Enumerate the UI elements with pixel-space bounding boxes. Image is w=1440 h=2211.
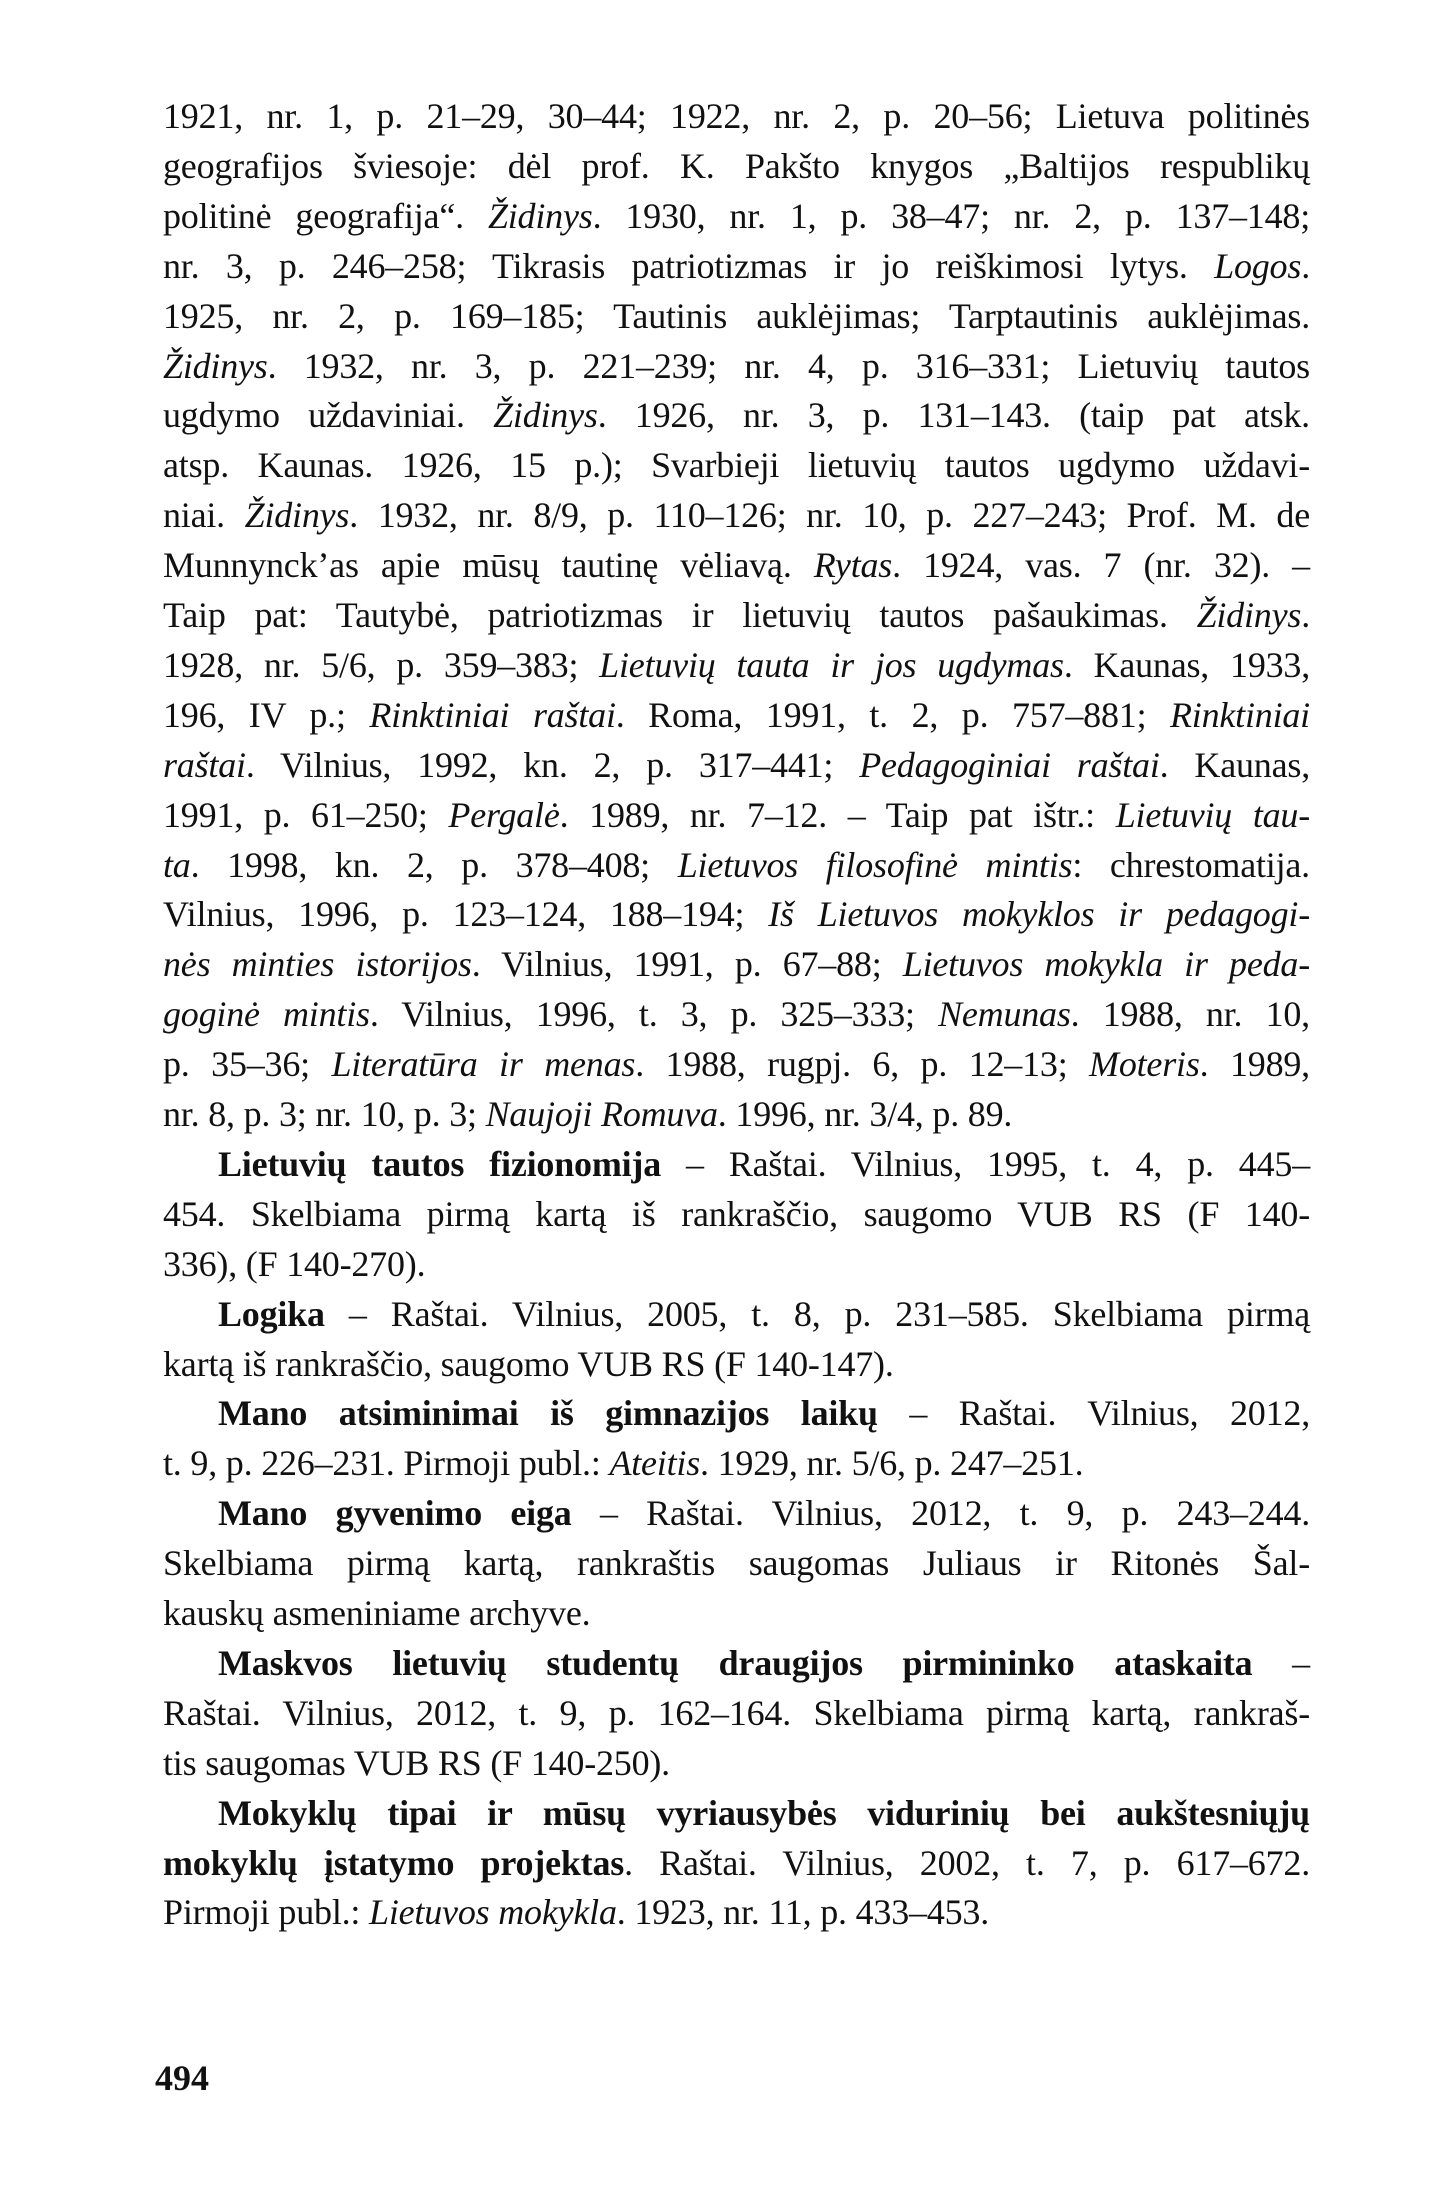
text-segment: Skelbiama pirmą kartą, rankraštis saugomas Juliaus ir Ritonės Šal- — [163, 1543, 1310, 1584]
publication-title: Židinys — [244, 495, 350, 536]
text-segment: 336), (F 140-270). — [163, 1243, 426, 1284]
text-segment: ugdymo uždaviniai. — [163, 395, 494, 436]
text-segment: – — [1252, 1642, 1310, 1683]
text-segment: politinė geografija“. — [163, 195, 488, 236]
entry-title: Mano gyvenimo eiga — [218, 1493, 572, 1534]
text-segment: 1991, p. 61–250; — [163, 794, 449, 835]
publication-title: Lietuvių tauta ir jos ugdymas — [599, 644, 1064, 685]
text-segment: 196, IV p.; — [163, 694, 370, 735]
text-line — [163, 390, 1310, 440]
text-line — [163, 341, 1310, 391]
publication-title: Pergalė — [448, 794, 560, 835]
text-line — [163, 590, 1310, 640]
text-line — [163, 291, 1310, 341]
text-segment: – Raštai. Vilnius, 2005, t. 8, p. 231–585. Skelbiama pirmą — [324, 1293, 1310, 1334]
text-segment: . 1926, nr. 3, p. 131–143. (taip pat atsk. — [597, 395, 1310, 436]
text-line — [163, 540, 1310, 590]
text-line — [163, 1838, 1310, 1888]
text-segment: : chrestomatija. — [1072, 844, 1310, 885]
text-line — [163, 790, 1310, 840]
publication-title: Ateitis — [609, 1443, 701, 1484]
text-line — [163, 939, 1310, 989]
text-segment: . Raštai. Vilnius, 2002, t. 7, p. 617–672. — [624, 1842, 1310, 1883]
text-line — [163, 1588, 1310, 1638]
publication-title: Rinktiniai — [1170, 694, 1310, 735]
text-line — [163, 91, 1310, 141]
text-segment: – Raštai. Vilnius, 2012, — [877, 1393, 1311, 1434]
publication-title: Lietuvos filosofinė mintis — [677, 844, 1073, 885]
text-segment: Munnynck’as apie mūsų tautinę vėliavą. — [163, 545, 814, 586]
text-segment: – Raštai. Vilnius, 1995, t. 4, p. 445– — [661, 1143, 1311, 1184]
text-segment: 1921, nr. 1, p. 21–29, 30–44; 1922, nr. 2, p. 20–56; Lietuva politinės — [163, 96, 1310, 136]
publication-title: nės minties istorijos — [163, 944, 472, 985]
text-segment: . — [1301, 595, 1310, 635]
entry-first-line — [163, 1139, 1310, 1189]
text-line — [163, 989, 1310, 1039]
text-line — [163, 490, 1310, 540]
entry-first-line — [163, 1289, 1310, 1339]
text-segment: . 1924, vas. 7 (nr. 32). – — [892, 545, 1310, 586]
text-segment: 1925, nr. 2, p. 169–185; Tautinis auklėjimas; Tarptautinis auklėjimas. — [163, 295, 1310, 336]
text-segment: Raštai. Vilnius, 2012, t. 9, p. 162–164. Skelbiama pirmą kartą, rankraš- — [163, 1692, 1310, 1733]
publication-title: ta — [163, 844, 191, 885]
text-line — [163, 1738, 1310, 1788]
publication-title: Pedagoginiai raštai — [859, 744, 1160, 785]
publication-title: Literatūra ir menas — [331, 1044, 636, 1085]
text-line — [163, 440, 1310, 490]
text-segment: . 1923, nr. 11, p. 433–453. — [616, 1892, 990, 1933]
text-segment: . 1932, nr. 3, p. 221–239; nr. 4, p. 316–331; Lietuvių tautos — [267, 345, 1310, 386]
text-line — [163, 690, 1310, 740]
text-segment: . 1989, nr. 7–12. – Taip pat ištr.: — [559, 794, 1116, 835]
text-segment: 1928, nr. 5/6, p. 359–383; — [163, 644, 600, 685]
text-segment: . 1996, nr. 3/4, p. 89. — [717, 1094, 1013, 1134]
text-line — [163, 191, 1310, 241]
publication-title: Rytas — [813, 545, 893, 586]
entry-first-line — [163, 1388, 1310, 1438]
publication-title: Židinys — [487, 195, 593, 236]
text-segment: . 1998, kn. 2, p. 378–408; — [190, 844, 678, 885]
text-segment: 454. Skelbiama pirmą kartą iš rankraščio, saugomo VUB RS (F 140- — [163, 1193, 1310, 1234]
text-line — [163, 1189, 1310, 1239]
text-segment: nr. 3, p. 246–258; Tikrasis patriotizmas ir jo reiškimosi lytys. — [163, 245, 1215, 286]
entry-first-line — [163, 1488, 1310, 1538]
text-line — [163, 1887, 1310, 1937]
publication-title: Lietuvių tau- — [1115, 794, 1311, 835]
publication-title: Nemunas — [938, 994, 1071, 1035]
text-segment: . Vilnius, 1996, t. 3, p. 325–333; — [369, 994, 939, 1035]
entry-title: Lietuvių tautos fizionomija — [218, 1143, 662, 1184]
text-segment: . — [1301, 245, 1310, 286]
publication-title: Rinktiniai raštai — [369, 694, 616, 735]
text-segment: . Kaunas, — [1159, 744, 1310, 785]
publication-title: goginė mintis — [163, 994, 370, 1035]
text-segment: . 1929, nr. 5/6, p. 247–251. — [700, 1443, 1084, 1484]
text-line — [163, 1089, 1310, 1139]
publication-title: raštai — [163, 744, 246, 785]
text-segment: . 1988, nr. 10, — [1070, 994, 1310, 1035]
page-number: 494 — [155, 2058, 209, 2098]
entry-title: Maskvos lietuvių studentų draugijos pirmininko ataskaita — [218, 1642, 1253, 1683]
publication-title: Lietuvos mokykla — [369, 1892, 617, 1933]
text-line — [163, 1438, 1310, 1488]
text-segment: . Kaunas, 1933, — [1063, 644, 1311, 685]
text-line — [163, 1339, 1310, 1389]
text-segment: . Roma, 1991, t. 2, p. 757–881; — [615, 694, 1170, 735]
text-segment: geografijos šviesoje: dėl prof. K. Pakšto knygos „Baltijos respublikų — [163, 145, 1310, 186]
text-segment: p. 35–36; — [163, 1044, 332, 1085]
entry-title: Mokyklų tipai ir mūsų vyriausybės vidurinių bei aukštesniųjų — [218, 1792, 1310, 1833]
text-segment: nr. 8, p. 3; nr. 10, p. 3; — [163, 1094, 486, 1134]
entry-title: Mano atsiminimai iš gimnazijos laikų — [218, 1393, 878, 1434]
publication-title: Lietuvos mokykla ir peda- — [902, 944, 1310, 985]
publication-title: Židinys — [1196, 595, 1302, 635]
text-line — [163, 1239, 1310, 1289]
text-segment: . Vilnius, 1991, p. 67–88; — [471, 944, 903, 985]
text-segment: tis saugomas VUB RS (F 140-250). — [163, 1742, 670, 1783]
text-segment: niai. — [163, 495, 245, 536]
entry-first-line — [163, 1638, 1310, 1688]
text-line — [163, 889, 1310, 939]
text-segment: . 1988, rugpj. 6, p. 12–13; — [635, 1044, 1090, 1085]
text-line — [163, 1538, 1310, 1588]
entry-first-line — [163, 1788, 1310, 1838]
text-line — [163, 1039, 1310, 1089]
text-segment: . 1930, nr. 1, p. 38–47; nr. 2, p. 137–148; — [592, 195, 1310, 236]
publication-title: Moteris — [1089, 1044, 1200, 1085]
publication-title: Naujoji Romuva — [485, 1094, 718, 1134]
text-line — [163, 640, 1310, 690]
text-segment: . 1932, nr. 8/9, p. 110–126; nr. 10, p. 227–243; Prof. M. de — [349, 495, 1310, 536]
text-segment: – Raštai. Vilnius, 2012, t. 9, p. 243–244. — [571, 1493, 1310, 1534]
text-segment: Vilnius, 1996, p. 123–124, 188–194; — [163, 894, 769, 935]
text-segment: Taip pat: Tautybė, patriotizmas ir lietuvių tautos pašaukimas. — [163, 595, 1197, 635]
text-line — [163, 141, 1310, 191]
text-segment: atsp. Kaunas. 1926, 15 p.); Svarbieji lietuvių tautos ugdymo uždavi- — [163, 445, 1310, 486]
text-segment: . Vilnius, 1992, kn. 2, p. 317–441; — [245, 744, 860, 785]
publication-title: Židinys — [163, 345, 268, 386]
text-line — [163, 840, 1310, 890]
entry-title: Logika — [218, 1293, 325, 1334]
text-segment: . 1989, — [1199, 1044, 1310, 1085]
publication-title: Židinys — [493, 395, 598, 436]
text-segment: Pirmoji publ.: — [163, 1892, 370, 1933]
publication-title: Logos — [1214, 245, 1302, 286]
publication-title: Iš Lietuvos mokyklos ir pedagogi- — [768, 894, 1310, 935]
text-line — [163, 241, 1310, 291]
entry-title: mokyklų įstatymo projektas — [163, 1842, 625, 1883]
text-line — [163, 740, 1310, 790]
text-segment: kartą iš rankraščio, saugomo VUB RS (F 140-147). — [163, 1343, 894, 1384]
text-segment: kauskų asmeniniame archyve. — [163, 1593, 591, 1633]
text-segment: t. 9, p. 226–231. Pirmoji publ.: — [163, 1443, 610, 1484]
text-line — [163, 1688, 1310, 1738]
